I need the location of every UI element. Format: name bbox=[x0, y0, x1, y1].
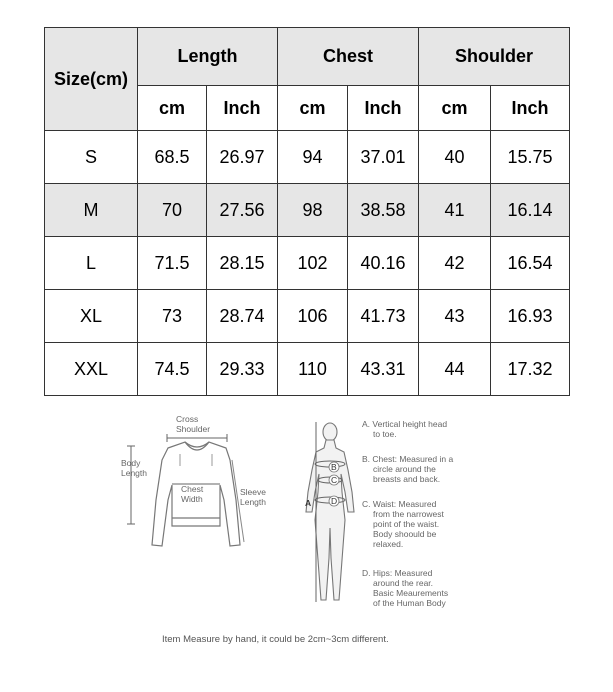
value-cell: 41 bbox=[419, 184, 491, 237]
unit-header: Inch bbox=[491, 86, 570, 131]
value-cell: 16.14 bbox=[491, 184, 570, 237]
label-line: Width bbox=[181, 494, 203, 504]
size-cell: S bbox=[45, 131, 138, 184]
value-cell: 74.5 bbox=[138, 343, 207, 396]
letter-b: B bbox=[331, 462, 337, 472]
size-cell: M bbox=[45, 184, 138, 237]
unit-header: Inch bbox=[207, 86, 278, 131]
note-c bbox=[362, 499, 444, 549]
note-d bbox=[362, 568, 448, 608]
note-line: point of the waist. bbox=[373, 519, 440, 529]
value-cell: 38.58 bbox=[348, 184, 419, 237]
value-cell: 43.31 bbox=[348, 343, 419, 396]
note-line: Body shoould be bbox=[373, 529, 437, 539]
size-cell: XL bbox=[45, 290, 138, 343]
label-line: Shoulder bbox=[176, 424, 211, 434]
value-cell: 26.97 bbox=[207, 131, 278, 184]
label-line: Sleeve bbox=[240, 487, 266, 497]
value-cell: 70 bbox=[138, 184, 207, 237]
size-cell: L bbox=[45, 237, 138, 290]
cross-shoulder-label bbox=[176, 414, 210, 434]
value-cell: 28.15 bbox=[207, 237, 278, 290]
label-line: Chest bbox=[181, 484, 204, 494]
corner-label: Size(cm) bbox=[45, 28, 138, 131]
value-cell: 41.73 bbox=[348, 290, 419, 343]
table-row bbox=[45, 237, 570, 290]
unit-header: cm bbox=[138, 86, 207, 131]
sleeve-length-label bbox=[240, 487, 266, 507]
value-cell: 27.56 bbox=[207, 184, 278, 237]
value-cell: 15.75 bbox=[491, 131, 570, 184]
value-cell: 110 bbox=[278, 343, 348, 396]
letter-a: A bbox=[305, 498, 312, 508]
note-line: B. Chest: Measured in a bbox=[362, 454, 454, 464]
value-cell: 37.01 bbox=[348, 131, 419, 184]
note-line: relaxed. bbox=[373, 539, 404, 549]
size-cell: XXL bbox=[45, 343, 138, 396]
value-cell: 68.5 bbox=[138, 131, 207, 184]
note-line: A. Vertical height head bbox=[362, 419, 448, 429]
group-header-length: Length bbox=[138, 28, 278, 86]
value-cell: 40.16 bbox=[348, 237, 419, 290]
table-row bbox=[45, 131, 570, 184]
value-cell: 106 bbox=[278, 290, 348, 343]
value-cell: 16.54 bbox=[491, 237, 570, 290]
value-cell: 44 bbox=[419, 343, 491, 396]
unit-header: Inch bbox=[348, 86, 419, 131]
measurement-illustration bbox=[0, 400, 613, 692]
table-row bbox=[45, 290, 570, 343]
header-row-groups bbox=[45, 28, 570, 86]
value-cell: 98 bbox=[278, 184, 348, 237]
note-line: to toe. bbox=[373, 429, 397, 439]
value-cell: 29.33 bbox=[207, 343, 278, 396]
value-cell: 102 bbox=[278, 237, 348, 290]
value-cell: 40 bbox=[419, 131, 491, 184]
value-cell: 16.93 bbox=[491, 290, 570, 343]
measurement-diagram bbox=[0, 400, 613, 692]
body-length-label bbox=[121, 458, 147, 478]
note-b bbox=[362, 454, 453, 484]
label-line: Length bbox=[240, 497, 266, 507]
note-line: of the Human Body bbox=[373, 598, 446, 608]
label-line: Body bbox=[121, 458, 141, 468]
note-line: Basic Meaurements bbox=[373, 588, 449, 598]
note-line: from the narrowest bbox=[373, 509, 444, 519]
note-a bbox=[362, 419, 447, 439]
measurement-disclaimer: Item Measure by hand, it could be 2cm~3cm different. bbox=[162, 634, 389, 645]
note-line: circle around the bbox=[373, 464, 436, 474]
letter-c: C bbox=[331, 475, 338, 485]
note-line: D. Hips: Measured bbox=[362, 568, 433, 578]
chest-width-label bbox=[181, 484, 203, 504]
note-line: C. Waist: Measured bbox=[362, 499, 437, 509]
value-cell: 28.74 bbox=[207, 290, 278, 343]
value-cell: 73 bbox=[138, 290, 207, 343]
value-cell: 43 bbox=[419, 290, 491, 343]
group-header-chest: Chest bbox=[278, 28, 419, 86]
human-figure bbox=[306, 423, 354, 600]
note-line: around the rear. bbox=[373, 578, 434, 588]
unit-header: cm bbox=[419, 86, 491, 131]
value-cell: 42 bbox=[419, 237, 491, 290]
letter-d: D bbox=[331, 496, 338, 506]
label-line: Cross bbox=[176, 414, 199, 424]
table-row bbox=[45, 343, 570, 396]
value-cell: 17.32 bbox=[491, 343, 570, 396]
unit-header: cm bbox=[278, 86, 348, 131]
group-header-shoulder: Shoulder bbox=[419, 28, 570, 86]
table-row bbox=[45, 184, 570, 237]
value-cell: 94 bbox=[278, 131, 348, 184]
value-cell: 71.5 bbox=[138, 237, 207, 290]
label-line: Length bbox=[121, 468, 147, 478]
size-chart-table bbox=[44, 27, 570, 396]
note-line: breasts and back. bbox=[373, 474, 441, 484]
